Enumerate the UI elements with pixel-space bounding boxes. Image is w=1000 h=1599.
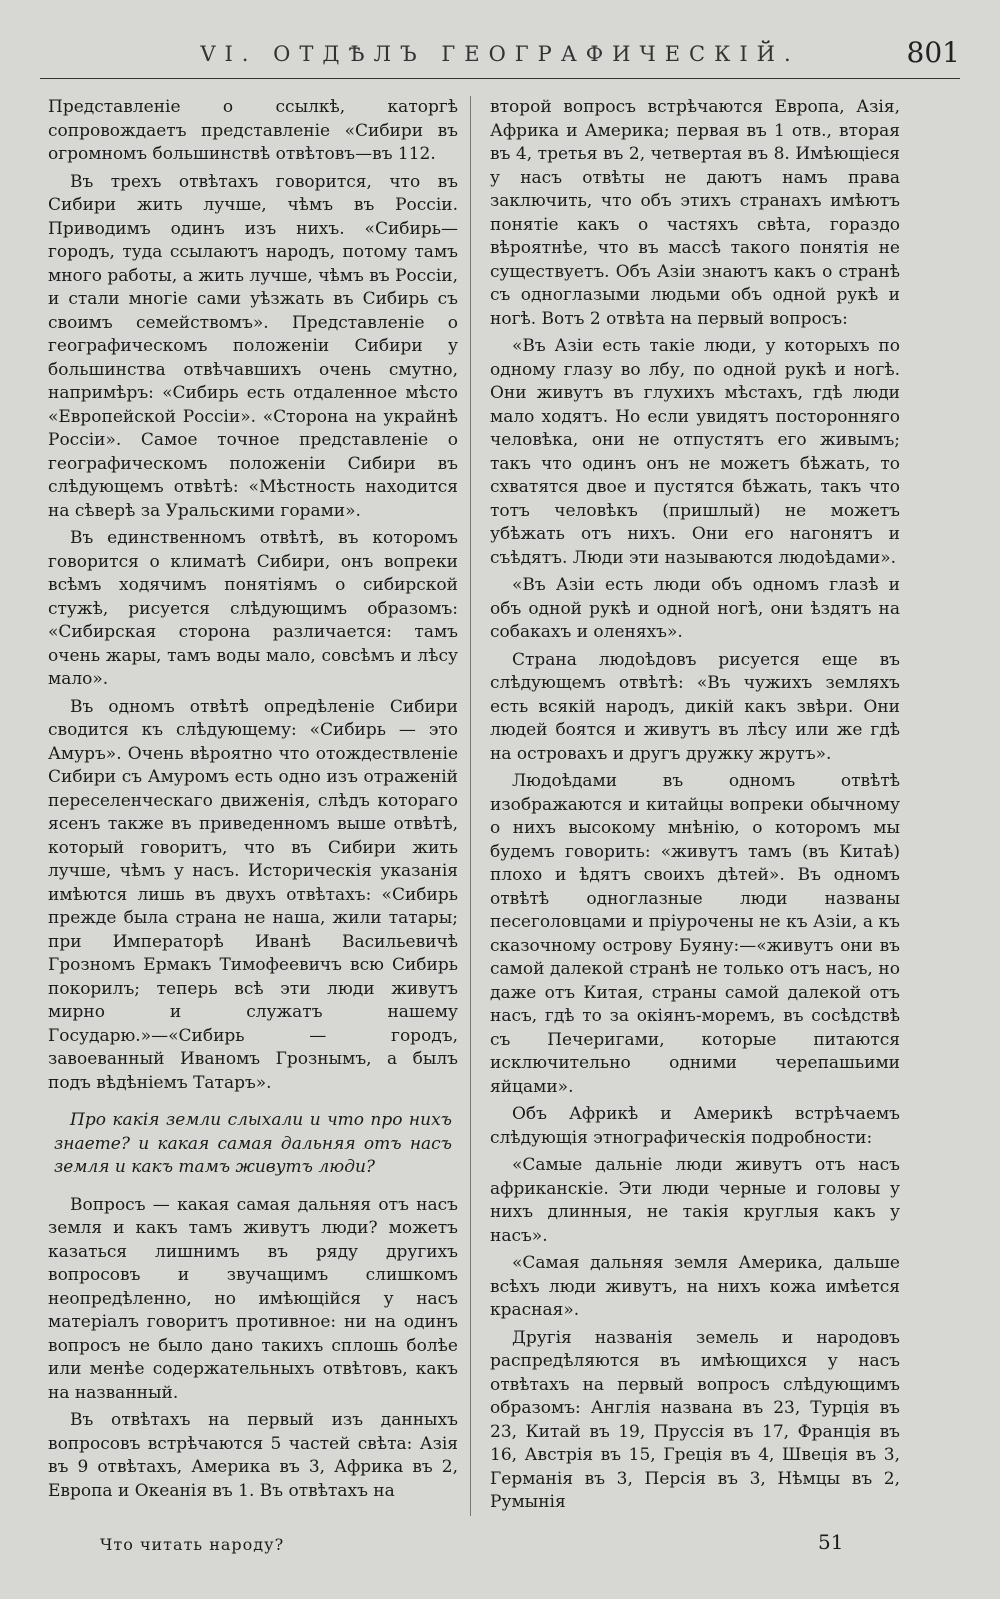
paragraph: Людоѣдами въ одномъ отвѣтѣ изображаются и китайцы вопреки обычному о нихъ высокому мнѣнію, о которомъ мы будемъ говорить: «живутъ тамъ (въ Китаѣ) плохо и ѣдятъ своихъ дѣтей». Въ одномъ отвѣтѣ одноглазные люди названы песеголовцами и пріурочены не къ Азіи, а къ сказочному острову Буяну:—«живутъ они въ самой далекой странѣ не только отъ насъ, но даже отъ Китая, страны самой далекой отъ насъ, гдѣ то за окіянъ-моремъ, въ сосѣдствѣ съ Печеригами, которые питаются исключительно одними черепашьими яйцами». xyxy=(490,771,900,1097)
paragraph: «Самая дальняя земля Америка, дальше всѣхъ люди живутъ, на нихъ кожа имѣется красная». xyxy=(490,1253,900,1320)
left-column xyxy=(48,96,458,1507)
column-divider xyxy=(470,96,471,1516)
page-header xyxy=(40,38,960,79)
question-heading: Про какія земли слыхали и что про нихъ знаете? и какая самая дальняя отъ насъ земля и какъ тамъ живутъ люди? xyxy=(54,1110,452,1177)
page-number: 801 xyxy=(906,36,960,69)
paragraph: Представленіе о ссылкѣ, каторгѣ сопровождаетъ представленіе «Сибири въ огромномъ большинствѣ отвѣтовъ—въ 112. xyxy=(48,97,458,164)
footer-signature: 51 xyxy=(818,1530,844,1554)
paragraph: Въ одномъ отвѣтѣ опредѣленіе Сибири сводится къ слѣдующему: «Сибирь — это Амуръ». Очень вѣроятно что отождествленіе Сибири съ Амуромъ есть одно изъ отраженій переселенческаго движенія, слѣдъ котораго ясенъ также въ приведенномъ выше отвѣтѣ, который говоритъ, что въ Сибири жить лучше, чѣмъ у насъ. Историческія указанія имѣются лишь въ двухъ отвѣтахъ: «Сибирь прежде была страна не наша, жили татары; при Императорѣ Иванѣ Васильевичѣ Грозномъ Ермакъ Тимофеевичъ всю Сибирь покорилъ; теперь всѣ эти люди живутъ мирно и служатъ нашему Государю.»—«Сибирь — городъ, завоеванный Иваномъ Грознымъ, а былъ подъ вѣдѣніемъ Татаръ». xyxy=(48,696,458,1093)
paragraph: «Въ Азіи есть такіе люди, у которыхъ по одному глазу во лбу, по одной рукѣ и ногѣ. Они живутъ въ глухихъ мѣстахъ, гдѣ люди мало ходятъ. Но если увидятъ посторонняго человѣка, они не отпустятъ его живымъ; такъ что одинъ онъ не можетъ бѣжать, то схватятся двое и пустятся бѣжать, такъ что тотъ человѣкъ (пришлый) не можетъ убѣжать отъ нихъ. Они его нагонятъ и съѣдятъ. Люди эти называются людоѣдами». xyxy=(490,336,900,568)
paragraph: «Въ Азіи есть люди объ одномъ глазѣ и объ одной рукѣ и одной ногѣ, они ѣздятъ на собакахъ и оленяхъ». xyxy=(490,575,900,642)
paragraph: Въ трехъ отвѣтахъ говорится, что въ Сибири жить лучше, чѣмъ въ Россіи. Приводимъ одинъ изъ нихъ. «Сибирь—городъ, туда ссылаютъ народъ, потому тамъ много работы, а жить лучше, чѣмъ въ Россіи, и стали многіе сами уѣзжать въ Сибирь съ своимъ семействомъ». Представленіе о географическомъ положеніи Сибири у большинства отвѣчавшихъ очень смутно, напримѣръ: «Сибирь есть отдаленное мѣсто «Европейской Россіи». «Сторона на украйнѣ Россіи». Самое точное представленіе о географическомъ положеніи Сибири въ слѣдующемъ отвѣтѣ: «Мѣстность находится на сѣверѣ за Уральскими горами». xyxy=(48,171,458,521)
footer-book-title: Что читать народу? xyxy=(100,1535,285,1554)
paragraph: Въ единственномъ отвѣтѣ, въ которомъ говорится о климатѣ Сибири, онъ вопреки всѣмъ ходячимъ понятіямъ о сибирской стужѣ, рисуется слѣдующимъ образомъ: «Сибирская сторона различается: тамъ очень жары, тамъ воды мало, совсѣмъ и лѣсу мало». xyxy=(48,528,458,689)
paragraph: Объ Африкѣ и Америкѣ встрѣчаемъ слѣдующія этнографическія подробности: xyxy=(490,1104,900,1148)
paragraph: Вопросъ — какая самая дальняя отъ насъ земля и какъ тамъ живутъ люди? можетъ казаться лишнимъ въ ряду другихъ вопросовъ и звучащимъ слишкомъ неопредѣленно, но имѣющійся у насъ матеріалъ говоритъ противное: ни на одинъ вопросъ не было дано такихъ сплошь болѣе или менѣе содержательныхъ отвѣтовъ, какъ на названный. xyxy=(48,1194,458,1403)
paragraph: «Самые дальніе люди живутъ отъ насъ африканскіе. Эти люди черные и головы у нихъ длинныя, не такія круглыя какъ у насъ». xyxy=(490,1155,900,1246)
paragraph: Въ отвѣтахъ на первый изъ данныхъ вопросовъ встрѣчаются 5 частей свѣта: Азія въ 9 отвѣтахъ, Америка въ 3, Африка въ 2, Европа и Океанія въ 1. Въ отвѣтахъ на xyxy=(48,1410,458,1501)
right-column xyxy=(490,96,900,1519)
paragraph: второй вопросъ встрѣчаются Европа, Азія, Африка и Америка; первая въ 1 отв., вторая въ 4, третья въ 2, четвертая въ 8. Имѣющіеся у насъ отвѣты не даютъ намъ права заключить, что объ этихъ странахъ имѣютъ понятіе какъ о частяхъ свѣта, гораздо вѣроятнѣе, что въ массѣ такого понятія не существуетъ. Объ Азіи знаютъ какъ о странѣ съ одноглазыми людьми объ одной рукѣ и ногѣ. Вотъ 2 отвѣта на первый вопросъ: xyxy=(490,97,900,329)
running-title: VI. ОТДѢЛЪ ГЕОГРАФИЧЕСКІЙ. xyxy=(200,42,800,66)
paragraph: Другія названія земель и народовъ распредѣляются въ имѣющихся у насъ отвѣтахъ на первый вопросъ слѣдующимъ образомъ: Англія названа въ 23, Турція въ 23, Китай въ 19, Пруссія въ 17, Франція въ 16, Австрія въ 15, Греція въ 4, Швеція въ 3, Германія въ 3, Персія въ 3, Нѣмцы въ 2, Румынія xyxy=(490,1327,900,1512)
paragraph: Страна людоѣдовъ рисуется еще въ слѣдующемъ отвѣтѣ: «Въ чужихъ земляхъ есть всякій народъ, дикій какъ звѣри. Они людей боятся и живутъ въ лѣсу или же гдѣ на островахъ и другъ дружку жрутъ». xyxy=(490,649,900,764)
